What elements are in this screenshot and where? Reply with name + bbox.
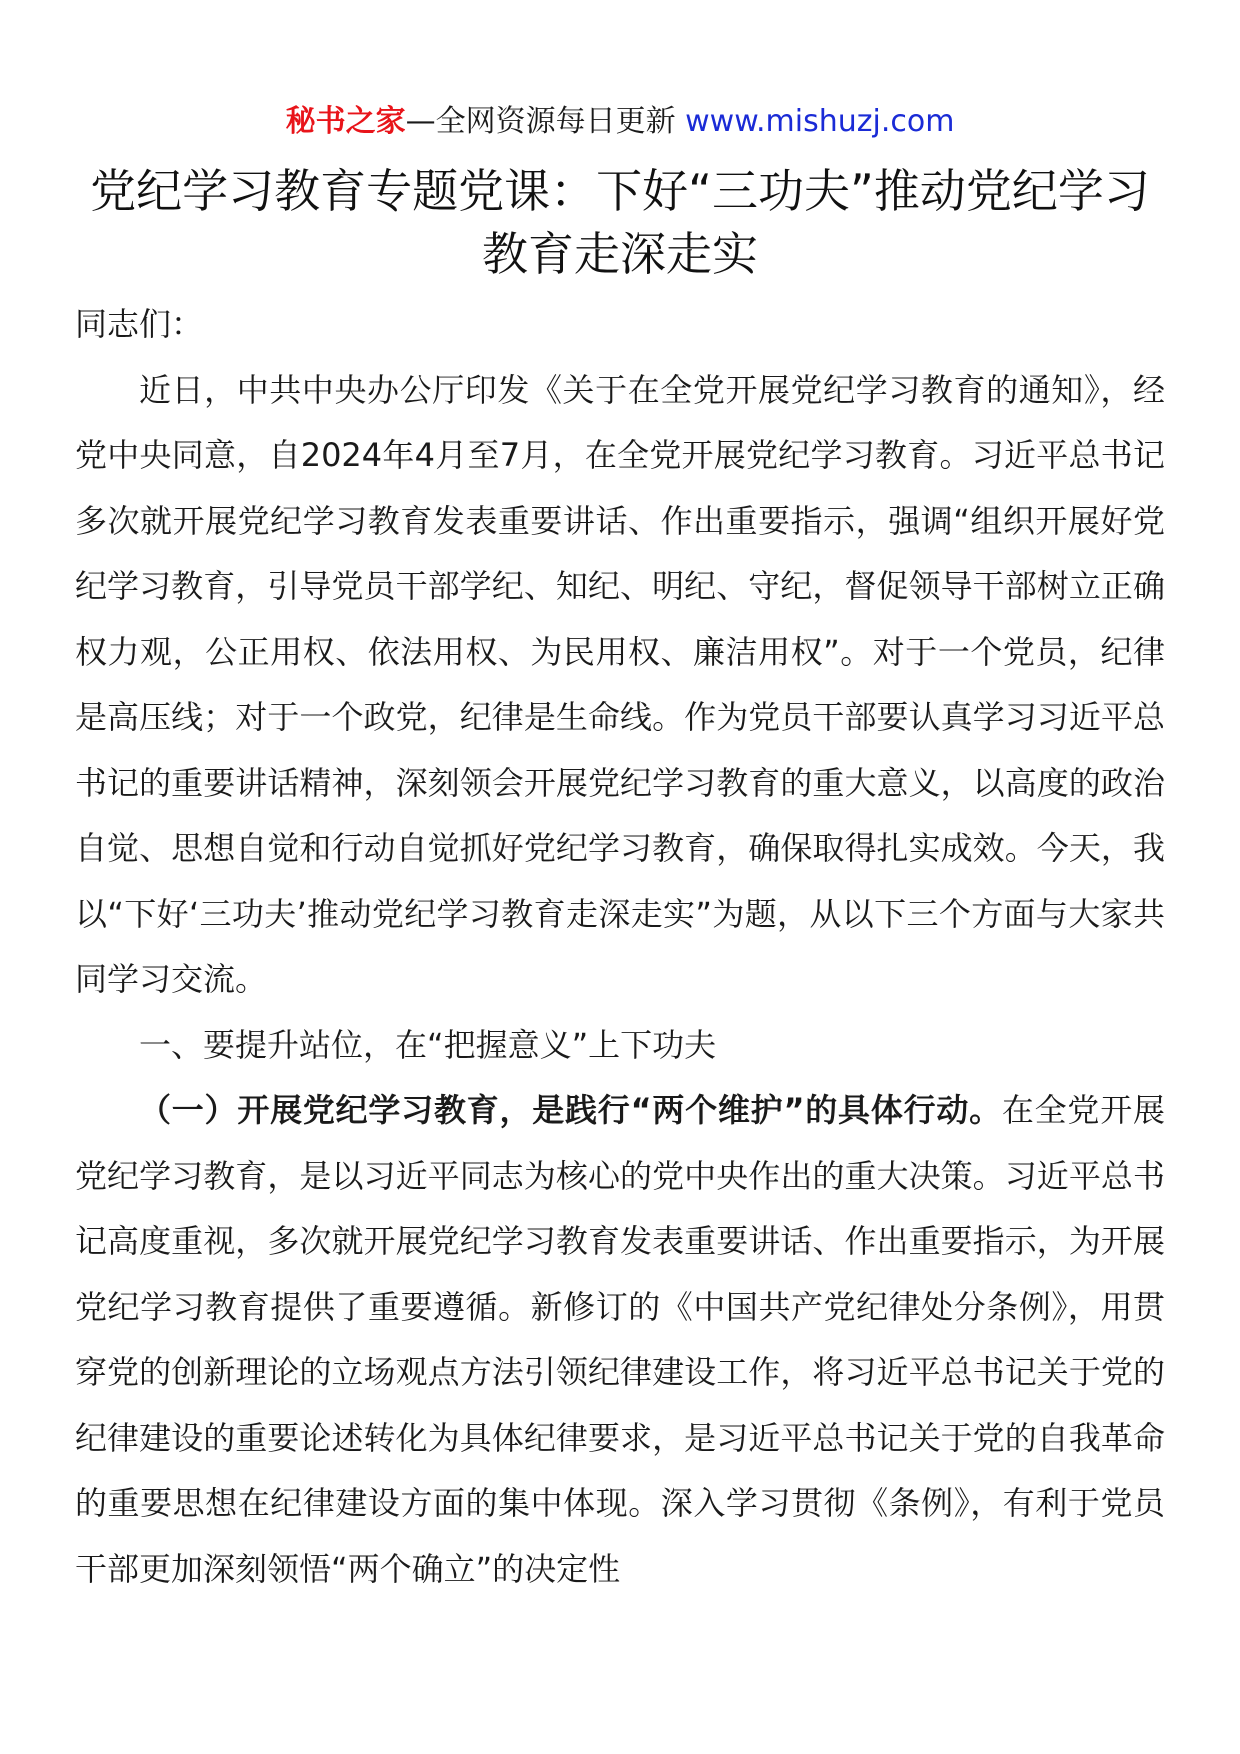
document-title: 党纪学习教育专题党课：下好“三功夫”推动党纪学习教育走深走实	[90, 164, 1150, 281]
section-heading-1: 一、要提升站位，在“把握意义”上下功夫	[139, 1025, 717, 1064]
site-header	[0, 102, 1240, 142]
document-body	[75, 292, 1165, 1602]
subsection-heading-1: （一）开展党纪学习教育，是践行“两个维护”的具体行动。	[139, 1091, 1002, 1129]
brand-name: 秘书之家	[285, 104, 406, 139]
subsection-paragraph-1	[75, 1078, 1165, 1602]
header-slogan: —全网资源每日更新	[405, 104, 676, 139]
subsection-text-1: 在全党开展党纪学习教育，是以习近平同志为核心的党中央作出的重大决策。习近平总书记高度重视，多次就开展党纪学习教育发表重要讲话、作出重要指示，为开展党纪学习教育提供了重要遵循。新修订的《中国共产党纪律处分条例》，用贯穿党的创新理论的立场观点方法引领纪律建设工作，将习近平总书记关于党的纪律建设的重要论述转化为具体纪律要求，是习近平总书记关于党的自我革命的重要思想在纪律建设方面的集中体现。深入学习贯彻《条例》，有利于党员干部更加深刻领悟“两个确立”的决定性	[75, 1091, 1165, 1588]
paragraph-intro: 近日，中共中央办公厅印发《关于在全党开展党纪学习教育的通知》，经党中央同意，自2024年4月至7月，在全党开展党纪学习教育。习近平总书记多次就开展党纪学习教育发表重要讲话、作出重要指示，强调“组织开展好党纪学习教育，引导党员干部学纪、知纪、明纪、守纪，督促领导干部树立正确权力观，公正用权、依法用权、为民用权、廉洁用权”。对于一个党员，纪律是高压线；对于一个政党，纪律是生命线。作为党员干部要认真学习习近平总书记的重要讲话精神，深刻领会开展党纪学习教育的重大意义，以高度的政治自觉、思想自觉和行动自觉抓好党纪学习教育，确保取得扎实成效。今天，我以“下好‘三功夫’推动党纪学习教育走深走实”为题，从以下三个方面与大家共同学习交流。	[75, 370, 1165, 998]
salutation: 同志们：	[75, 305, 204, 343]
site-url-link[interactable]: www.mishuzj.com	[685, 104, 955, 139]
